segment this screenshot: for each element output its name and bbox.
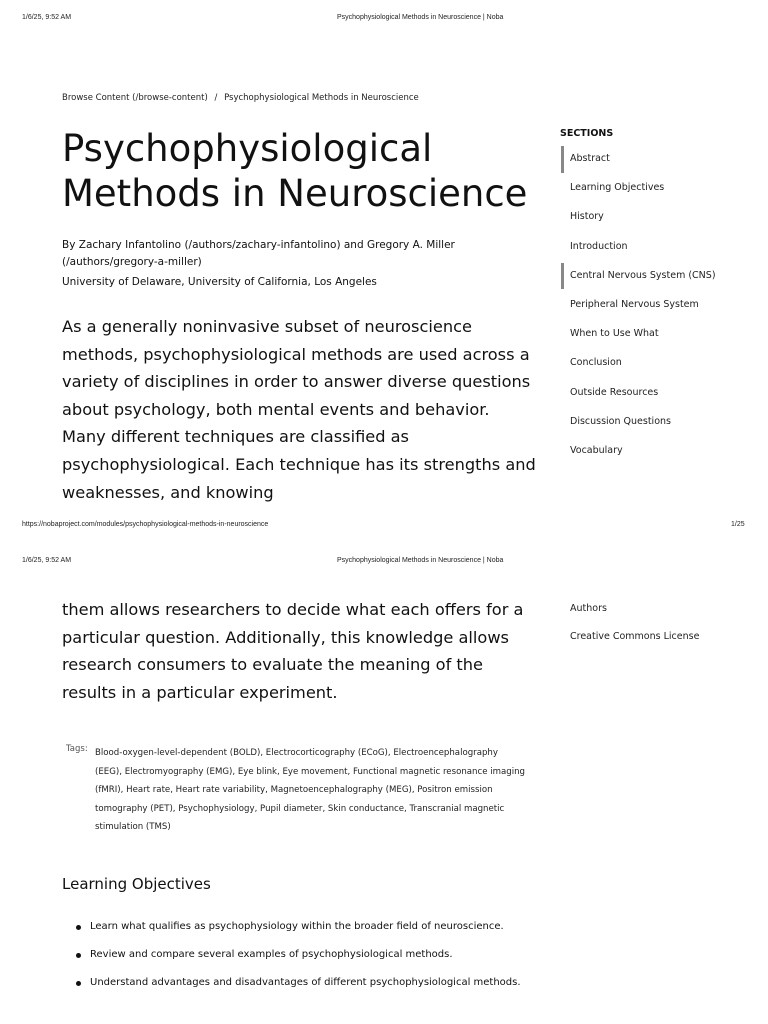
print-datetime-page2: 1/6/25, 9:52 AM [22,557,72,564]
toc-active-indicator [561,146,564,173]
author-affiliations: University of Delaware, University of California, Los Angeles [62,276,377,288]
breadcrumb-separator: / [214,93,218,103]
abstract-text-page1: As a generally noninvasive subset of neuroscience methods, psychophysiological methods are used across a variety of disciplines in order to answer diverse questions about psychology, both mental events and behavior. Many different techniques are classified as psychophysiological. Each technique has its strengths and weaknesses, and knowing [62,317,536,502]
abstract-text-page2: them allows researchers to decide what each offers for a particular question. Additionally, this knowledge allows research consumers to evaluate the meaning of the results in a particular experiment. [62,600,524,702]
toc-item-central-nervous-system-cns[interactable]: Central Nervous System (CNS) [570,269,716,281]
learning-objectives-list [62,918,521,1002]
print-page-number: 1/25 [731,521,745,528]
learning-objectives-heading: Learning Objectives [62,875,211,893]
toc-item-authors[interactable]: Authors [570,603,607,614]
toc-item-peripheral-nervous-system[interactable]: Peripheral Nervous System [570,299,699,310]
toc-item-outside-resources[interactable]: Outside Resources [570,386,659,398]
toc-item-conclusion[interactable]: Conclusion [570,357,622,369]
toc-item-learning-objectives[interactable]: Learning Objectives [570,182,665,194]
toc-item-introduction[interactable]: Introduction [570,240,628,252]
print-doc-title-page2: Psychophysiological Methods in Neuroscience | Noba [337,557,504,564]
toc-item-abstract[interactable]: Abstract [570,153,610,164]
toc-item-when-to-use-what[interactable]: When to Use What [570,328,659,340]
breadcrumb-browse-link[interactable]: Browse Content (/browse-content) [62,93,208,103]
breadcrumb [62,93,419,103]
print-url: https://nobaproject.com/modules/psychophysiological-methods-in-neuroscience [22,521,269,528]
toc-item-discussion-questions[interactable]: Discussion Questions [570,415,671,427]
page-title: Psychophysiological Methods in Neuroscience [62,127,528,215]
breadcrumb-current: Psychophysiological Methods in Neuroscience [224,93,419,103]
print-doc-title: Psychophysiological Methods in Neuroscience | Noba [337,14,504,21]
list-item: Review and compare several examples of psychophysiological methods. [62,946,521,974]
tags-label: Tags: [66,744,88,754]
toc-item-creative-commons[interactable]: Creative Commons License [570,631,700,642]
toc-item-history[interactable]: History [570,211,604,223]
sections-label: SECTIONS [560,128,614,139]
list-item: Learn what qualifies as psychophysiology within the broader field of neuroscience. [62,918,521,946]
author-byline[interactable]: By Zachary Infantolino (/authors/zachary-infantolino) and Gregory A. Miller (/authors/gregory-a-miller) [62,239,455,268]
toc-item-vocabulary[interactable]: Vocabulary [570,445,623,456]
toc-indicator-cns [561,263,564,289]
list-item: Understand advantages and disadvantages of different psychophysiological methods. [62,974,521,1002]
print-datetime: 1/6/25, 9:52 AM [22,14,72,21]
tags-list[interactable]: Blood-oxygen-level-dependent (BOLD), Electrocorticography (ECoG), Electroencephalography (EEG), Electromyography (EMG), Eye blink, Eye movement, Functional magnetic resonance imaging (fMRI), Heart rate, Heart rate variability, Magnetoencephalography (MEG), Positron emission tomography (PET), Psychophysiology, Pupil diameter, Skin conductance, Transcranial magnetic stimulation (TMS) [95,748,525,833]
